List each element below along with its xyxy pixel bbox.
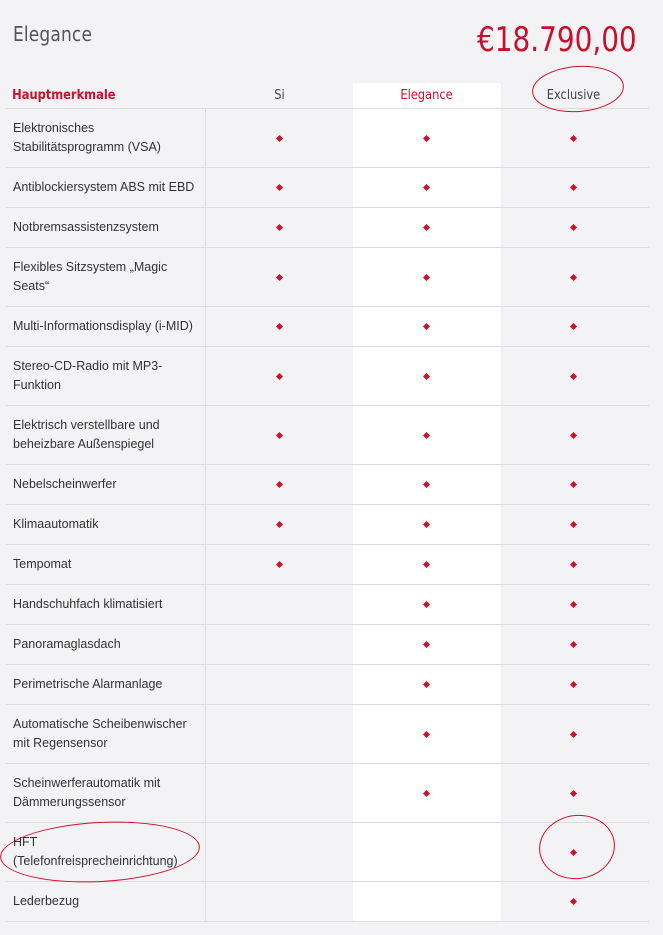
table-row	[6, 248, 649, 307]
included-mark-icon	[570, 730, 577, 737]
included-mark-icon	[570, 789, 577, 796]
included-mark-icon	[423, 789, 430, 796]
included-mark-icon	[276, 323, 283, 330]
included-mark-icon	[276, 431, 283, 438]
feature-label: Multi-Informationsdisplay (i-MID)	[6, 307, 206, 346]
feature-label: Perimetrische Alarmanlage	[6, 665, 206, 704]
column-si[interactable]: Si	[274, 88, 285, 103]
table-row	[6, 665, 649, 705]
included-mark-icon	[570, 521, 577, 528]
feature-label: HFT (Telefonfreisprecheinrichtung)	[6, 823, 206, 881]
included-mark-icon	[570, 224, 577, 231]
feature-label: Notbremsassistenzsystem	[6, 208, 206, 247]
cell-elegance	[353, 585, 500, 624]
included-mark-icon	[570, 681, 577, 688]
cell-exclusive	[500, 505, 647, 544]
feature-header: Hauptmerkmale	[12, 88, 116, 103]
cell-elegance	[353, 882, 500, 921]
cell-exclusive	[500, 208, 647, 247]
included-mark-icon	[570, 431, 577, 438]
cell-elegance	[353, 307, 500, 346]
cell-si	[206, 406, 353, 464]
cell-si	[206, 823, 353, 881]
feature-label: Flexibles Sitzsystem „Magic Seats“	[6, 248, 206, 306]
included-mark-icon	[423, 372, 430, 379]
table-row	[6, 307, 649, 347]
cell-exclusive	[500, 585, 647, 624]
included-mark-icon	[423, 730, 430, 737]
cell-si	[206, 109, 353, 167]
included-mark-icon	[276, 561, 283, 568]
cell-si	[206, 585, 353, 624]
included-mark-icon	[276, 134, 283, 141]
cell-elegance	[353, 823, 500, 881]
cell-elegance	[353, 109, 500, 167]
cell-elegance	[353, 505, 500, 544]
cell-elegance	[353, 208, 500, 247]
feature-label: Scheinwerferautomatik mit Dämmerungssensor	[6, 764, 206, 822]
feature-label: Nebelscheinwerfer	[6, 465, 206, 504]
included-mark-icon	[423, 641, 430, 648]
included-mark-icon	[276, 521, 283, 528]
feature-label: Lederbezug	[6, 882, 206, 921]
cell-exclusive	[500, 465, 647, 504]
cell-si	[206, 248, 353, 306]
table-row	[6, 109, 649, 168]
cell-elegance	[353, 406, 500, 464]
cell-exclusive	[500, 823, 647, 881]
cell-exclusive	[500, 248, 647, 306]
column-exclusive[interactable]: Exclusive	[546, 88, 601, 103]
included-mark-icon	[423, 521, 430, 528]
included-mark-icon	[423, 601, 430, 608]
included-mark-icon	[276, 184, 283, 191]
included-mark-icon	[570, 601, 577, 608]
included-mark-icon	[570, 641, 577, 648]
feature-label: Automatische Scheibenwischer mit Regensensor	[6, 705, 206, 763]
included-mark-icon	[423, 134, 430, 141]
price: €18.790,00	[477, 20, 637, 60]
cell-si	[206, 307, 353, 346]
cell-exclusive	[500, 406, 647, 464]
included-mark-icon	[276, 372, 283, 379]
table-row	[6, 505, 649, 545]
cell-elegance	[353, 168, 500, 207]
table-row	[6, 585, 649, 625]
table-body	[6, 109, 649, 922]
table-row	[6, 882, 649, 922]
feature-table	[6, 83, 649, 922]
table-row	[6, 406, 649, 465]
table-row	[6, 625, 649, 665]
model-title: Elegance	[13, 22, 93, 46]
table-header	[6, 83, 649, 109]
cell-elegance	[353, 764, 500, 822]
cell-si	[206, 347, 353, 405]
cell-si	[206, 465, 353, 504]
cell-exclusive	[500, 764, 647, 822]
included-mark-icon	[570, 273, 577, 280]
included-mark-icon	[276, 273, 283, 280]
cell-exclusive	[500, 347, 647, 405]
included-mark-icon	[570, 561, 577, 568]
feature-label: Stereo-CD-Radio mit MP3-Funktion	[6, 347, 206, 405]
included-mark-icon	[570, 481, 577, 488]
table-row	[6, 465, 649, 505]
included-mark-icon	[276, 481, 283, 488]
included-mark-icon	[276, 224, 283, 231]
feature-label: Handschuhfach klimatisiert	[6, 585, 206, 624]
table-row	[6, 347, 649, 406]
cell-si	[206, 505, 353, 544]
feature-label: Elektronisches Stabilitätsprogramm (VSA)	[6, 109, 206, 167]
feature-label: Elektrisch verstellbare und beheizbare Außenspiegel	[6, 406, 206, 464]
included-mark-icon	[423, 431, 430, 438]
included-mark-icon	[423, 561, 430, 568]
cell-exclusive	[500, 545, 647, 584]
included-mark-icon	[570, 134, 577, 141]
included-mark-icon	[423, 681, 430, 688]
included-mark-icon	[570, 184, 577, 191]
cell-elegance	[353, 705, 500, 763]
feature-label: Panoramaglasdach	[6, 625, 206, 664]
cell-exclusive	[500, 705, 647, 763]
cell-exclusive	[500, 625, 647, 664]
cell-si	[206, 882, 353, 921]
cell-elegance	[353, 347, 500, 405]
cell-elegance	[353, 665, 500, 704]
cell-elegance	[353, 465, 500, 504]
included-mark-icon	[423, 224, 430, 231]
feature-label: Antiblockiersystem ABS mit EBD	[6, 168, 206, 207]
feature-label: Tempomat	[6, 545, 206, 584]
cell-elegance	[353, 248, 500, 306]
included-mark-icon	[423, 481, 430, 488]
included-mark-icon	[570, 898, 577, 905]
included-mark-icon	[570, 372, 577, 379]
cell-si	[206, 665, 353, 704]
included-mark-icon	[423, 273, 430, 280]
included-mark-icon	[423, 184, 430, 191]
cell-si	[206, 625, 353, 664]
feature-label: Klimaautomatik	[6, 505, 206, 544]
included-mark-icon	[570, 323, 577, 330]
cell-si	[206, 208, 353, 247]
table-row	[6, 823, 649, 882]
included-mark-icon	[423, 323, 430, 330]
cell-exclusive	[500, 882, 647, 921]
cell-elegance	[353, 625, 500, 664]
cell-exclusive	[500, 307, 647, 346]
table-row	[6, 545, 649, 585]
cell-exclusive	[500, 665, 647, 704]
cell-elegance	[353, 545, 500, 584]
cell-si	[206, 705, 353, 763]
table-row	[6, 168, 649, 208]
included-mark-icon	[570, 848, 577, 855]
cell-si	[206, 764, 353, 822]
table-row	[6, 764, 649, 823]
cell-exclusive	[500, 109, 647, 167]
table-row	[6, 208, 649, 248]
cell-si	[206, 545, 353, 584]
column-elegance[interactable]: Elegance	[400, 88, 453, 103]
table-row	[6, 705, 649, 764]
cell-exclusive	[500, 168, 647, 207]
cell-si	[206, 168, 353, 207]
